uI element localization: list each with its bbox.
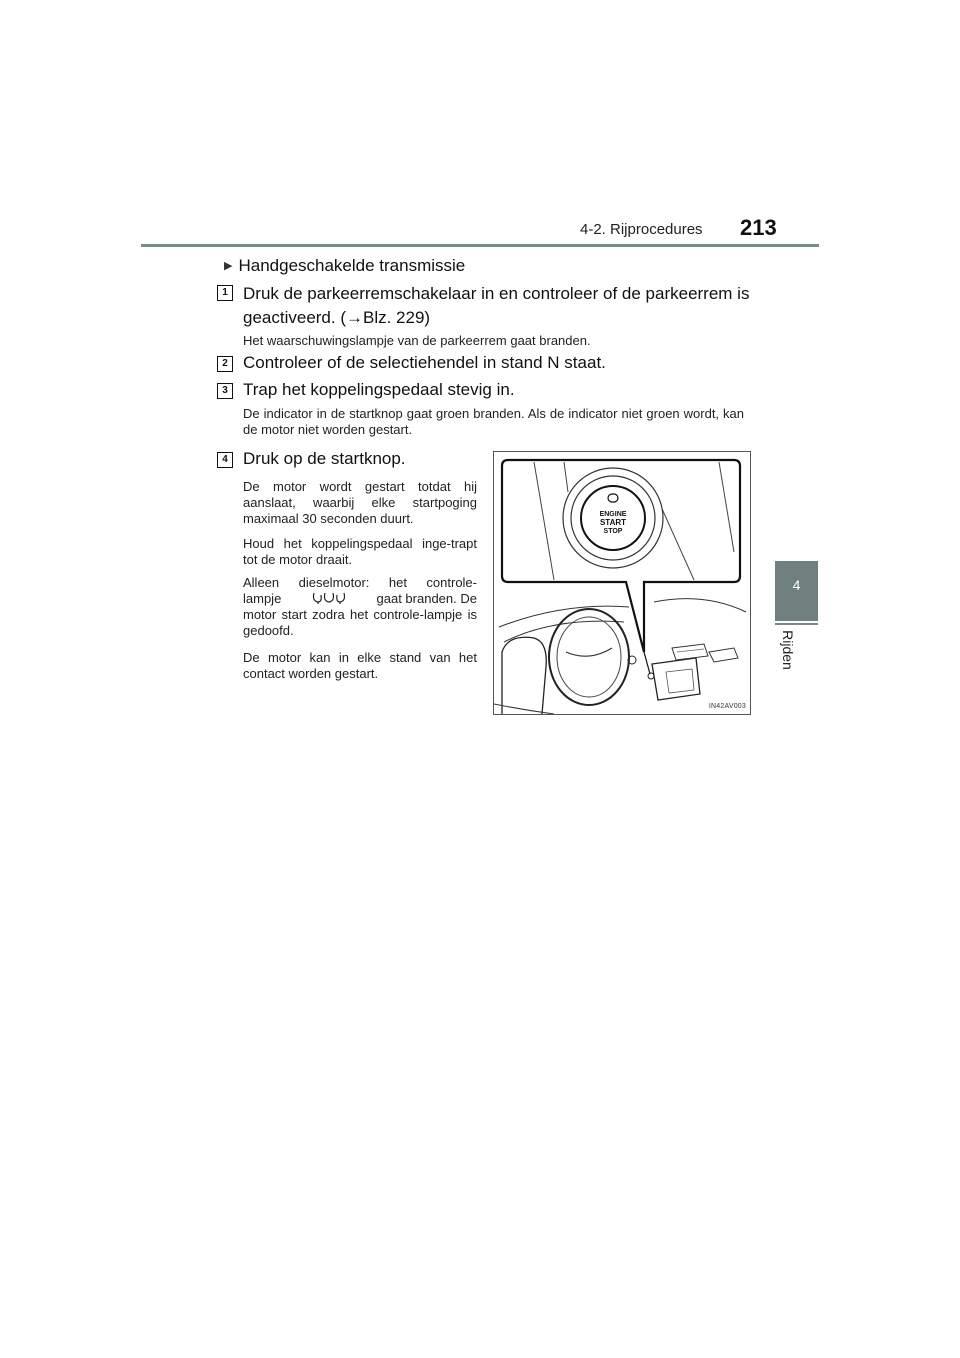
step-3-text: Trap het koppelingspedaal stevig in. <box>243 380 515 399</box>
figure-code: IN42AV003 <box>708 703 746 710</box>
header-section: 4-2. Rijprocedures <box>580 221 703 238</box>
glow-plug-indicator-icon <box>310 591 348 605</box>
step-4-text: Druk op de startknop. <box>243 449 406 468</box>
seat <box>502 637 546 714</box>
triangle-bullet-icon: ▶ <box>224 260 233 272</box>
steering-wheel <box>549 609 629 705</box>
chapter-label: Rijden <box>780 630 796 670</box>
step-4-note-2: Houd het koppelingspedaal inge-trapt tot de motor draait. <box>243 536 477 567</box>
start-button-label-1: ENGINE <box>599 511 627 518</box>
step-number-2: 2 <box>217 356 233 372</box>
step-number-3: 3 <box>217 383 233 399</box>
start-button-label-2: START <box>599 518 627 527</box>
header-rule <box>141 244 819 247</box>
dashboard-illustration <box>494 452 750 714</box>
step-4-note-1: De motor wordt gestart totdat hij aanslaat, waarbij elke startpoging maximaal 30 seconden duurt. <box>243 479 477 526</box>
chapter-tab <box>775 561 818 621</box>
start-button-label-3: STOP <box>603 528 623 535</box>
dashboard-figure <box>493 451 751 715</box>
step-1-text-line1: Druk de parkeerremschakelaar in en controleer of de parkeerrem is <box>243 284 750 303</box>
step-2-text: Controleer of de selectiehendel in stand N staat. <box>243 353 606 372</box>
step-4-note-3a: Alleen dieselmotor: het controle- <box>243 575 477 590</box>
step-1-text-line2: geactiveerd. (→Blz. 229) <box>243 308 431 327</box>
step-number-1: 1 <box>217 285 233 301</box>
step-number-4: 4 <box>217 452 233 468</box>
start-button-indicator <box>608 494 618 502</box>
step-4-note-3b-post: gaat branden. De <box>376 591 477 606</box>
step-4-note-3c: motor start zodra het controle-lampje is gedoofd. <box>243 607 477 638</box>
chapter-number: 4 <box>792 577 801 593</box>
step-3-note: De indicator in de startknop gaat groen branden. Als de indicator niet groen wordt, kan de motor niet worden gestart. <box>243 406 744 437</box>
step-4-note-3b <box>243 591 477 607</box>
subheading-text: Handgeschakelde transmissie <box>238 256 466 275</box>
step-4-note-3b-pre: lampje <box>243 591 282 606</box>
chapter-tab-rule <box>775 623 818 625</box>
subheading <box>224 256 465 276</box>
step-4-note-4: De motor kan in elke stand van het contact worden gestart. <box>243 650 477 681</box>
step-1-note: Het waarschuwingslampje van de parkeerrem gaat branden. <box>243 333 591 348</box>
page-number: 213 <box>740 215 777 240</box>
